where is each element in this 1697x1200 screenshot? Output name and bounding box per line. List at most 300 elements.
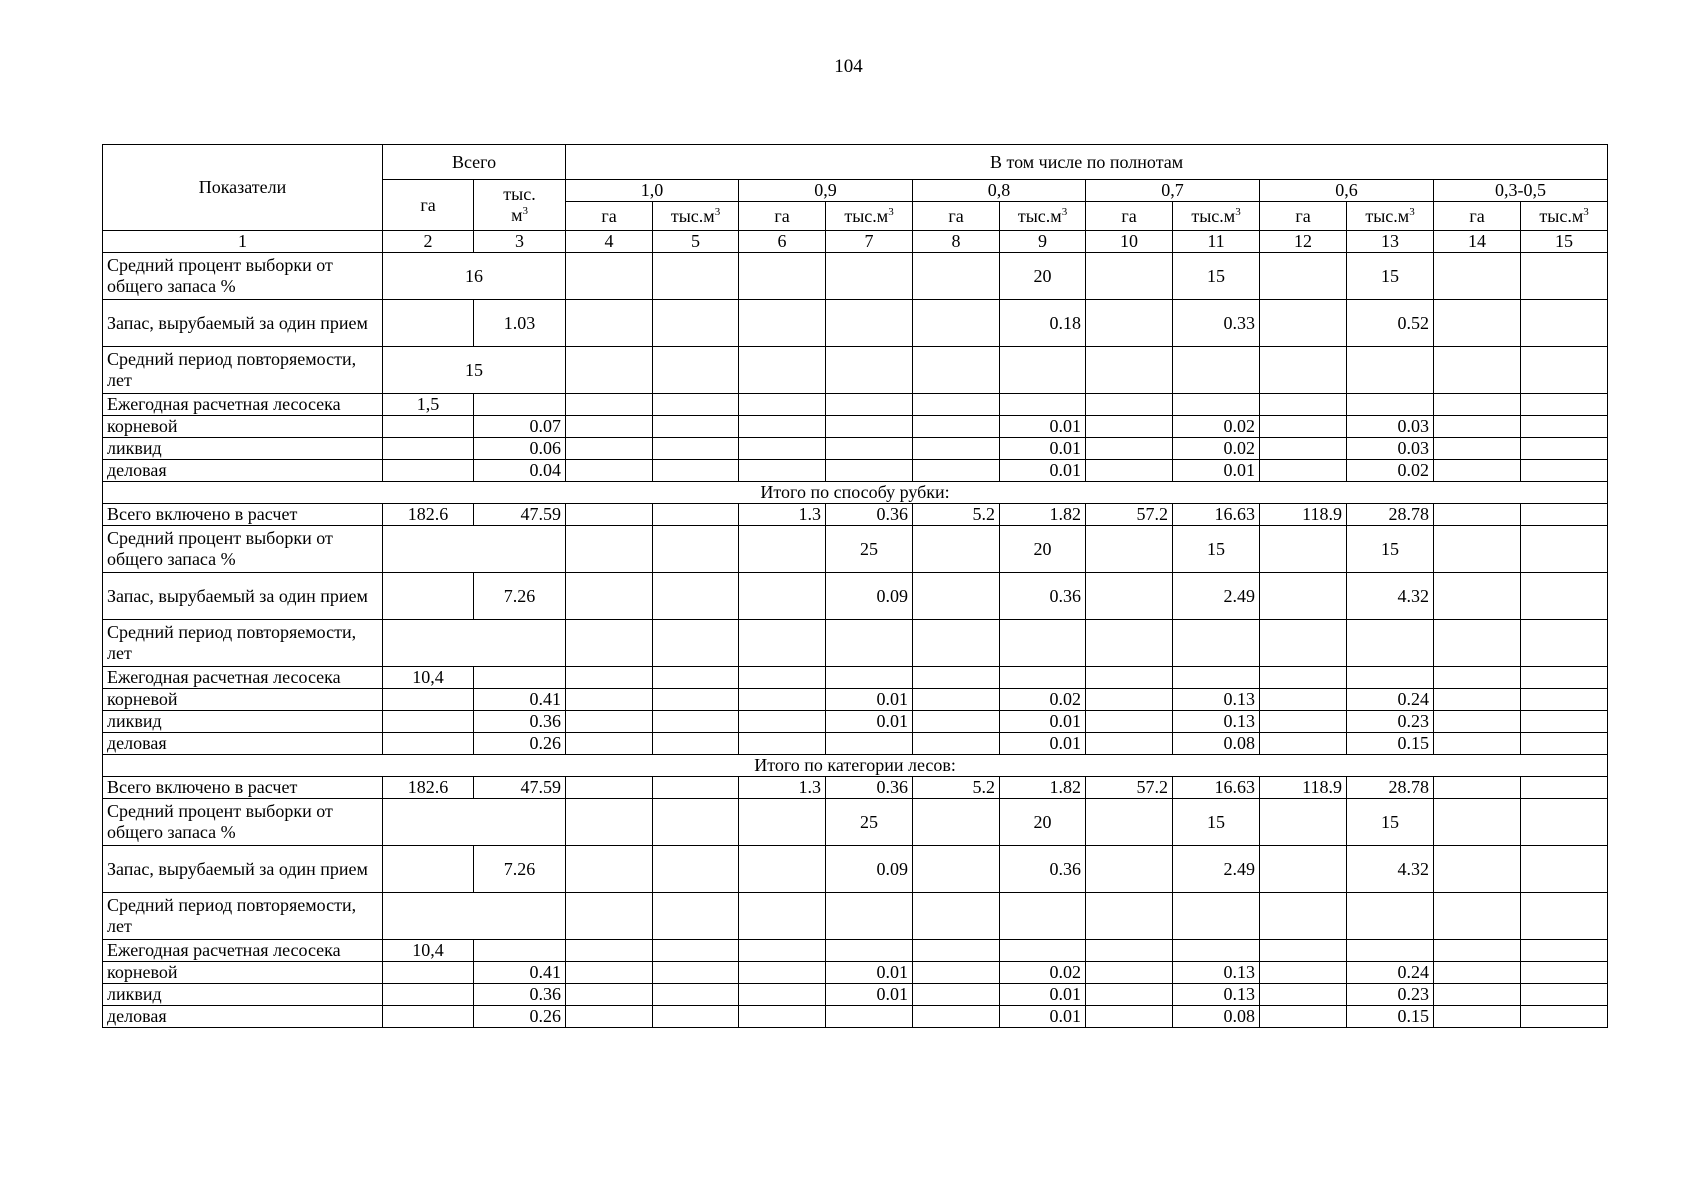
row-label: Всего включено в расчет [103,504,383,526]
density-value-cell: 0.24 [1347,689,1434,711]
density-value-cell [739,984,826,1006]
header-unit-thous-m3 [1173,202,1260,231]
density-value-cell [653,347,739,394]
column-number-cell: 4 [566,231,653,253]
density-value-cell [653,526,739,573]
density-value-cell [653,573,739,620]
column-number-cell: 15 [1521,231,1608,253]
density-value-cell [1347,940,1434,962]
row-label: деловая [103,460,383,482]
density-value-cell [653,416,739,438]
density-value-cell [653,984,739,1006]
density-value-cell: 15 [1347,799,1434,846]
table-row [103,777,1608,799]
density-value-cell: 0.08 [1173,733,1260,755]
total-volume-cell: 47.59 [474,777,566,799]
row-label: корневой [103,962,383,984]
column-number-cell: 2 [383,231,474,253]
density-value-cell [1086,438,1173,460]
density-value-cell [1521,620,1608,667]
density-value-cell [913,253,1000,300]
density-value-cell [739,253,826,300]
row-label: деловая [103,733,383,755]
total-merged-cell: 15 [383,347,566,394]
header-unit-thous-m3 [1000,202,1086,231]
density-value-cell [566,940,653,962]
density-value-cell: 0.24 [1347,962,1434,984]
density-value-cell [566,711,653,733]
total-volume-cell: 0.07 [474,416,566,438]
density-value-cell: 0.01 [826,962,913,984]
density-value-cell: 0.13 [1173,689,1260,711]
density-value-cell [1521,733,1608,755]
density-value-cell [913,438,1000,460]
density-value-cell [1000,347,1086,394]
density-value-cell [1521,846,1608,893]
density-value-cell [1086,689,1173,711]
total-volume-cell: 1.03 [474,300,566,347]
header-unit-thous-m-label: тыс.м [670,205,715,226]
density-value-cell [566,573,653,620]
density-value-cell [1000,394,1086,416]
density-value-cell [1521,962,1608,984]
density-value-cell [1086,460,1173,482]
forest-stock-table [102,144,1608,1028]
header-unit-thous-m3 [1521,202,1608,231]
density-value-cell [913,394,1000,416]
total-ha-cell [383,573,474,620]
density-value-cell: 15 [1347,526,1434,573]
header-unit-thous-m-label: тыс.м [1365,205,1410,226]
total-volume-cell: 7.26 [474,573,566,620]
header-unit-ha: га [739,202,826,231]
column-number-cell: 10 [1086,231,1173,253]
density-value-cell [1521,394,1608,416]
density-value-cell: 1.3 [739,504,826,526]
density-value-cell [1434,799,1521,846]
density-value-cell: 0.01 [826,689,913,711]
density-value-cell [1434,846,1521,893]
total-ha-cell [383,846,474,893]
column-number-cell: 11 [1173,231,1260,253]
density-value-cell: 2.49 [1173,573,1260,620]
density-value-cell: 0.36 [1000,573,1086,620]
density-value-cell [1000,667,1086,689]
table-row [103,300,1608,347]
density-value-cell [913,573,1000,620]
column-number-cell: 9 [1000,231,1086,253]
header-indicators: Показатели [103,145,383,231]
column-number-cell: 14 [1434,231,1521,253]
density-value-cell [826,394,913,416]
density-value-cell [653,300,739,347]
table-row [103,667,1608,689]
density-value-cell [566,667,653,689]
group-title-row [103,755,1608,777]
density-value-cell: 0.02 [1000,689,1086,711]
density-value-cell [1086,253,1173,300]
table-row [103,962,1608,984]
density-value-cell [1434,984,1521,1006]
table-row [103,620,1608,667]
density-value-cell: 0.02 [1173,438,1260,460]
density-value-cell: 5.2 [913,504,1000,526]
density-value-cell: 0.01 [1173,460,1260,482]
density-value-cell [1347,667,1434,689]
density-value-cell [1260,416,1347,438]
density-value-cell [566,620,653,667]
density-value-cell [566,347,653,394]
density-value-cell [566,438,653,460]
density-value-cell [913,962,1000,984]
density-value-cell [566,504,653,526]
density-value-cell [1086,667,1173,689]
density-value-cell: 2.49 [1173,846,1260,893]
total-volume-cell [474,667,566,689]
group-title: Итого по категории лесов: [103,755,1608,777]
density-value-cell: 0.36 [826,777,913,799]
density-value-cell [653,1006,739,1028]
density-value-cell [566,893,653,940]
forest-stock-table-container [102,144,1607,1028]
density-value-cell [1000,620,1086,667]
density-value-cell [653,893,739,940]
density-value-cell [1086,416,1173,438]
density-value-cell [1260,460,1347,482]
density-value-cell [566,689,653,711]
density-value-cell [653,962,739,984]
density-value-cell: 20 [1000,253,1086,300]
table-row [103,504,1608,526]
density-value-cell [1521,460,1608,482]
density-value-cell [566,984,653,1006]
total-ha-cell [383,962,474,984]
density-value-cell [1086,300,1173,347]
header-unit-ha: га [1260,202,1347,231]
density-value-cell: 0.01 [1000,733,1086,755]
row-label: ликвид [103,984,383,1006]
density-value-cell [1086,940,1173,962]
density-value-cell: 118.9 [1260,777,1347,799]
density-value-cell [566,416,653,438]
table-row [103,689,1608,711]
density-value-cell [1434,300,1521,347]
header-unit-thous-m-label: тыс.м [1539,205,1584,226]
cube-superscript: 3 [522,205,528,217]
density-value-cell [1173,347,1260,394]
density-value-cell: 20 [1000,799,1086,846]
page-number: 104 [834,56,863,77]
density-value-cell [1434,667,1521,689]
table-row [103,1006,1608,1028]
density-value-cell [566,253,653,300]
density-value-cell [1260,893,1347,940]
header-unit-ha: га [913,202,1000,231]
density-value-cell [566,962,653,984]
density-value-cell: 15 [1173,799,1260,846]
density-value-cell [1260,984,1347,1006]
density-value-cell [913,893,1000,940]
density-value-cell [653,799,739,846]
density-value-cell [1260,253,1347,300]
density-value-cell: 0.01 [1000,711,1086,733]
density-value-cell [913,300,1000,347]
density-value-cell: 15 [1347,253,1434,300]
density-value-cell [1521,984,1608,1006]
total-volume-cell: 0.36 [474,984,566,1006]
density-value-cell [1521,689,1608,711]
density-value-cell [913,416,1000,438]
density-value-cell [1086,893,1173,940]
density-value-cell: 0.09 [826,573,913,620]
density-value-cell [739,394,826,416]
density-value-cell: 1.82 [1000,504,1086,526]
density-value-cell [913,460,1000,482]
header-unit-thous-m-label: тыс.м [844,205,889,226]
density-value-cell [913,846,1000,893]
total-ha-cell: 10,4 [383,940,474,962]
density-value-cell [739,799,826,846]
density-value-cell: 0.15 [1347,1006,1434,1028]
density-value-cell: 16.63 [1173,504,1260,526]
table-row [103,460,1608,482]
density-value-cell [826,733,913,755]
density-value-cell [1434,893,1521,940]
total-volume-cell: 0.41 [474,689,566,711]
density-value-cell [653,438,739,460]
density-value-cell [739,711,826,733]
row-label: Запас, вырубаемый за один прием [103,573,383,620]
row-label: корневой [103,689,383,711]
row-label: деловая [103,1006,383,1028]
density-value-cell [1086,733,1173,755]
density-value-cell [913,667,1000,689]
density-value-cell [739,940,826,962]
header-unit-ha: га [1086,202,1173,231]
total-ha-cell [383,689,474,711]
density-value-cell [566,526,653,573]
table-row [103,799,1608,846]
density-value-cell [739,573,826,620]
density-value-cell: 0.03 [1347,438,1434,460]
table-row [103,711,1608,733]
density-value-cell [913,620,1000,667]
density-value-cell [1434,620,1521,667]
density-value-cell [1347,394,1434,416]
density-value-cell [1086,347,1173,394]
density-value-cell [653,620,739,667]
density-value-cell [739,667,826,689]
density-value-cell [739,300,826,347]
column-number-cell: 12 [1260,231,1347,253]
table-row [103,733,1608,755]
total-volume-cell [474,940,566,962]
density-value-cell: 0.52 [1347,300,1434,347]
density-value-cell [1434,689,1521,711]
row-label: Средний период повторяемости, лет [103,620,383,667]
density-value-cell [739,438,826,460]
density-value-cell [1434,460,1521,482]
density-value-cell [566,1006,653,1028]
table-row [103,893,1608,940]
density-value-cell [1434,347,1521,394]
density-value-cell: 1.82 [1000,777,1086,799]
header-including-by-density: В том числе по полнотам [566,145,1608,180]
header-density-0-3-0-5: 0,3-0,5 [1434,180,1608,202]
density-value-cell [1173,940,1260,962]
cube-superscript: 3 [1583,205,1589,218]
density-value-cell [913,733,1000,755]
density-value-cell [1521,253,1608,300]
density-value-cell [1173,394,1260,416]
density-value-cell: 0.18 [1000,300,1086,347]
density-value-cell [913,984,1000,1006]
density-value-cell [1521,711,1608,733]
header-total-thous-m3 [474,180,566,231]
row-label: Средний период повторяемости, лет [103,893,383,940]
density-value-cell: 0.01 [1000,438,1086,460]
density-value-cell [739,416,826,438]
density-value-cell: 5.2 [913,777,1000,799]
density-value-cell [1260,438,1347,460]
total-volume-cell: 0.26 [474,1006,566,1028]
header-m-label: м [511,205,523,225]
header-unit-thous-m3 [653,202,739,231]
density-value-cell [1521,573,1608,620]
row-label: Запас, вырубаемый за один прием [103,846,383,893]
table-row [103,438,1608,460]
cube-superscript: 3 [1061,205,1068,218]
total-merged-cell [383,893,566,940]
density-value-cell: 0.36 [1000,846,1086,893]
density-value-cell: 0.01 [1000,984,1086,1006]
header-unit-thous-m3 [1347,202,1434,231]
density-value-cell [1260,799,1347,846]
density-value-cell [1260,711,1347,733]
density-value-cell: 16.63 [1173,777,1260,799]
density-value-cell [1521,504,1608,526]
group-title-row [103,482,1608,504]
table-row [103,347,1608,394]
total-ha-cell: 10,4 [383,667,474,689]
density-value-cell [653,253,739,300]
total-ha-cell: 1,5 [383,394,474,416]
density-value-cell: 0.23 [1347,711,1434,733]
density-value-cell [913,799,1000,846]
row-label: Ежегодная расчетная лесосека [103,667,383,689]
density-value-cell [1260,573,1347,620]
density-value-cell [1347,893,1434,940]
density-value-cell [1260,689,1347,711]
total-volume-cell: 0.41 [474,962,566,984]
density-value-cell: 25 [826,799,913,846]
density-value-cell [826,438,913,460]
density-value-cell [826,300,913,347]
density-value-cell: 0.23 [1347,984,1434,1006]
density-value-cell [653,394,739,416]
density-value-cell [739,347,826,394]
density-value-cell: 25 [826,526,913,573]
density-value-cell [1434,253,1521,300]
cube-superscript: 3 [714,205,721,218]
density-value-cell [739,962,826,984]
column-number-cell: 6 [739,231,826,253]
density-value-cell: 28.78 [1347,777,1434,799]
density-value-cell [739,460,826,482]
density-value-cell [566,777,653,799]
density-value-cell [653,460,739,482]
density-value-cell: 0.01 [826,984,913,1006]
total-ha-cell [383,733,474,755]
density-value-cell [739,733,826,755]
row-label: Запас, вырубаемый за один прием [103,300,383,347]
density-value-cell [1086,799,1173,846]
density-value-cell [1086,962,1173,984]
density-value-cell [653,777,739,799]
density-value-cell: 0.09 [826,846,913,893]
cube-superscript: 3 [1409,205,1415,218]
density-value-cell [739,526,826,573]
density-value-cell: 0.01 [1000,460,1086,482]
density-value-cell [1521,416,1608,438]
header-density-0-8: 0,8 [913,180,1086,202]
density-value-cell: 4.32 [1347,573,1434,620]
density-value-cell: 0.13 [1173,962,1260,984]
density-value-cell: 0.02 [1347,460,1434,482]
header-density-1-0: 1,0 [566,180,739,202]
density-value-cell [1260,620,1347,667]
density-value-cell [1521,893,1608,940]
density-value-cell: 0.03 [1347,416,1434,438]
row-label: Средний процент выборки от общего запаса % [103,253,383,300]
density-value-cell [1434,777,1521,799]
density-value-cell [1434,438,1521,460]
row-label: Средний процент выборки от общего запаса % [103,799,383,846]
table-row [103,526,1608,573]
density-value-cell [1521,777,1608,799]
density-value-cell [739,893,826,940]
total-volume-cell: 0.04 [474,460,566,482]
density-value-cell [1260,300,1347,347]
density-value-cell [566,799,653,846]
density-value-cell [1086,620,1173,667]
header-density-0-6: 0,6 [1260,180,1434,202]
total-merged-cell [383,620,566,667]
density-value-cell [1521,438,1608,460]
density-value-cell [1521,799,1608,846]
density-value-cell [739,1006,826,1028]
density-value-cell: 118.9 [1260,504,1347,526]
total-ha-cell [383,984,474,1006]
row-label: Ежегодная расчетная лесосека [103,940,383,962]
column-number-cell: 13 [1347,231,1434,253]
density-value-cell: 0.15 [1347,733,1434,755]
density-value-cell [1260,347,1347,394]
density-value-cell [1173,620,1260,667]
table-row [103,984,1608,1006]
density-value-cell [1173,893,1260,940]
total-ha-cell [383,416,474,438]
density-value-cell [826,460,913,482]
density-value-cell [1000,893,1086,940]
group-title: Итого по способу рубки: [103,482,1608,504]
table-row [103,940,1608,962]
column-number-cell: 1 [103,231,383,253]
density-value-cell [913,940,1000,962]
table-body [103,231,1608,1028]
density-value-cell [1521,347,1608,394]
table-row [103,573,1608,620]
